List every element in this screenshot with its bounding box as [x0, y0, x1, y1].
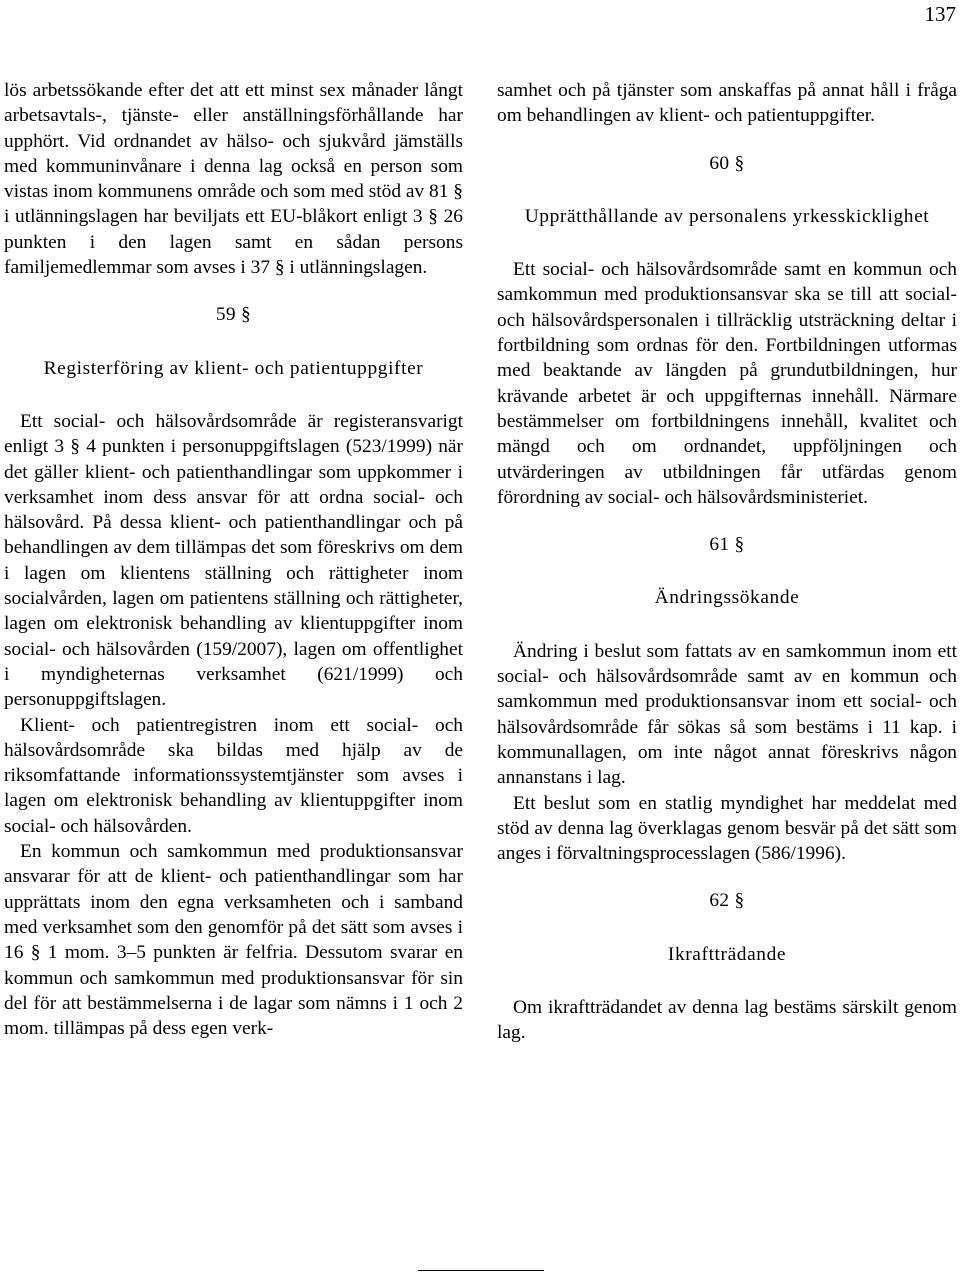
intro-paragraph: lös arbetssökande efter det att ett minst sex månader långt arbetsavtals-, tjänste- eller anställningsförhållande har upphört. Vid ordnandet av hälso- och sjukvård jämställs med kommuninvånare i denna lag också en person som vistas inom kommunens område och som med stöd av 81 § i utlänningslagen har beviljats ett EU-blåkort enligt 3 § 26 punkten i den lagen samt en sådan persons familjemedlemmar som avses i 37 § i utlänningslagen.	[4, 80, 463, 279]
section-60-title: Upprätthållande av personalens yrkesskicklighet	[524, 205, 930, 227]
section-59-number: 59 §	[215, 304, 252, 326]
section-62-paragraph-1: Om ikraftträdandet av denna lag bestäms särskilt genom lag.	[497, 997, 957, 1044]
section-60-paragraph-1: Ett social- och hälsovårdsområde samt en kommun och samkommun med produktionsansvar ska se till att social- och hälsovårdspersonalen i tillräcklig utsträckning deltar i fortbildning som ordnas för den. Fortbildningen utformas med beaktande av längden på grundutbildningen, hur krävande arbetet är och uppgifternas innehåll. Närmare bestämmelser om fortbildningens innehåll, kvalitet och mängd och om ordnandet, uppföljningen och utvärderingen av utbildningen får utfärdas genom förordning av social- och hälsovårdsministeriet.	[497, 259, 957, 508]
section-60-number: 60 §	[709, 152, 745, 174]
continuation-paragraph: samhet och på tjänster som anskaffas på annat håll i fråga om behandlingen av klient- och patientuppgifter.	[497, 80, 957, 127]
section-62-title: Ikraftträdande	[667, 943, 787, 965]
right-column	[497, 78, 957, 1046]
section-59-title: Registerföring av klient- och patientuppgifter	[43, 357, 424, 379]
section-61-title: Ändringssökande	[654, 587, 800, 609]
section-61-number: 61 §	[709, 534, 745, 556]
section-62-number: 62 §	[709, 890, 745, 912]
section-59-paragraph-3: En kommun och samkommun med produktionsansvar ansvarar för att de klient- och patienthandlingar som har upprättats inom den egna verksamheten och i samband med verksamhet som den genomför på det sätt som avses i 16 § 1 mom. 3–5 punkten är felfria. Dessutom svarar en kommun och samkommun med produktionsansvar för sin del för att bestämmelserna i de lagar som nämns i 1 och 2 mom. tillämpas på dess egen verk-	[4, 841, 463, 1040]
section-61-paragraph-2: Ett beslut som en statlig myndighet har meddelat med stöd av denna lag överklagas genom besvär på det sätt som anges i förvaltningsprocesslagen (586/1996).	[497, 792, 957, 865]
left-column	[4, 78, 463, 1041]
section-61-paragraph-1: Ändring i beslut som fattats av en samkommun inom ett social- och hälsovårdsområde samt av en kommun och samkommun med produktionsansvar inom ett social- och hälsovårdsområde får sökas så som bestäms i 11 kap. i kommunallagen, om inte något annat föreskrivs någon annanstans i lag.	[497, 640, 957, 789]
section-59-paragraph-1: Ett social- och hälsovårdsområde är registeransvarigt enligt 3 § 4 punkten i personuppgiftslagen (523/1999) när det gäller klient- och patienthandlingar som uppkommer i verksamhet inom dess ansvar för att ordna social- och hälsovård. På dessa klient- och patienthandlingar och på behandlingen av dem tillämpas det som föreskrivs om dem i lagen om klientens ställning och rättigheter inom socialvården, lagen om patientens ställning och rättigheter, lagen om elektronisk behandling av klientuppgifter inom social- och hälsovården (159/2007), lagen om offentlighet i myndigheternas verksamhet (621/1999) och personuppgiftslagen.	[4, 410, 463, 711]
footer-rule	[418, 1270, 544, 1271]
page-number: 137	[924, 2, 956, 26]
section-59-paragraph-2: Klient- och patientregistren inom ett social- och hälsovårdsområde ska bildas med hjälp av de riksomfattande informationssystemtjänster som avses i lagen om elektronisk behandling av klientuppgifter inom social- och hälsovården.	[4, 714, 463, 837]
